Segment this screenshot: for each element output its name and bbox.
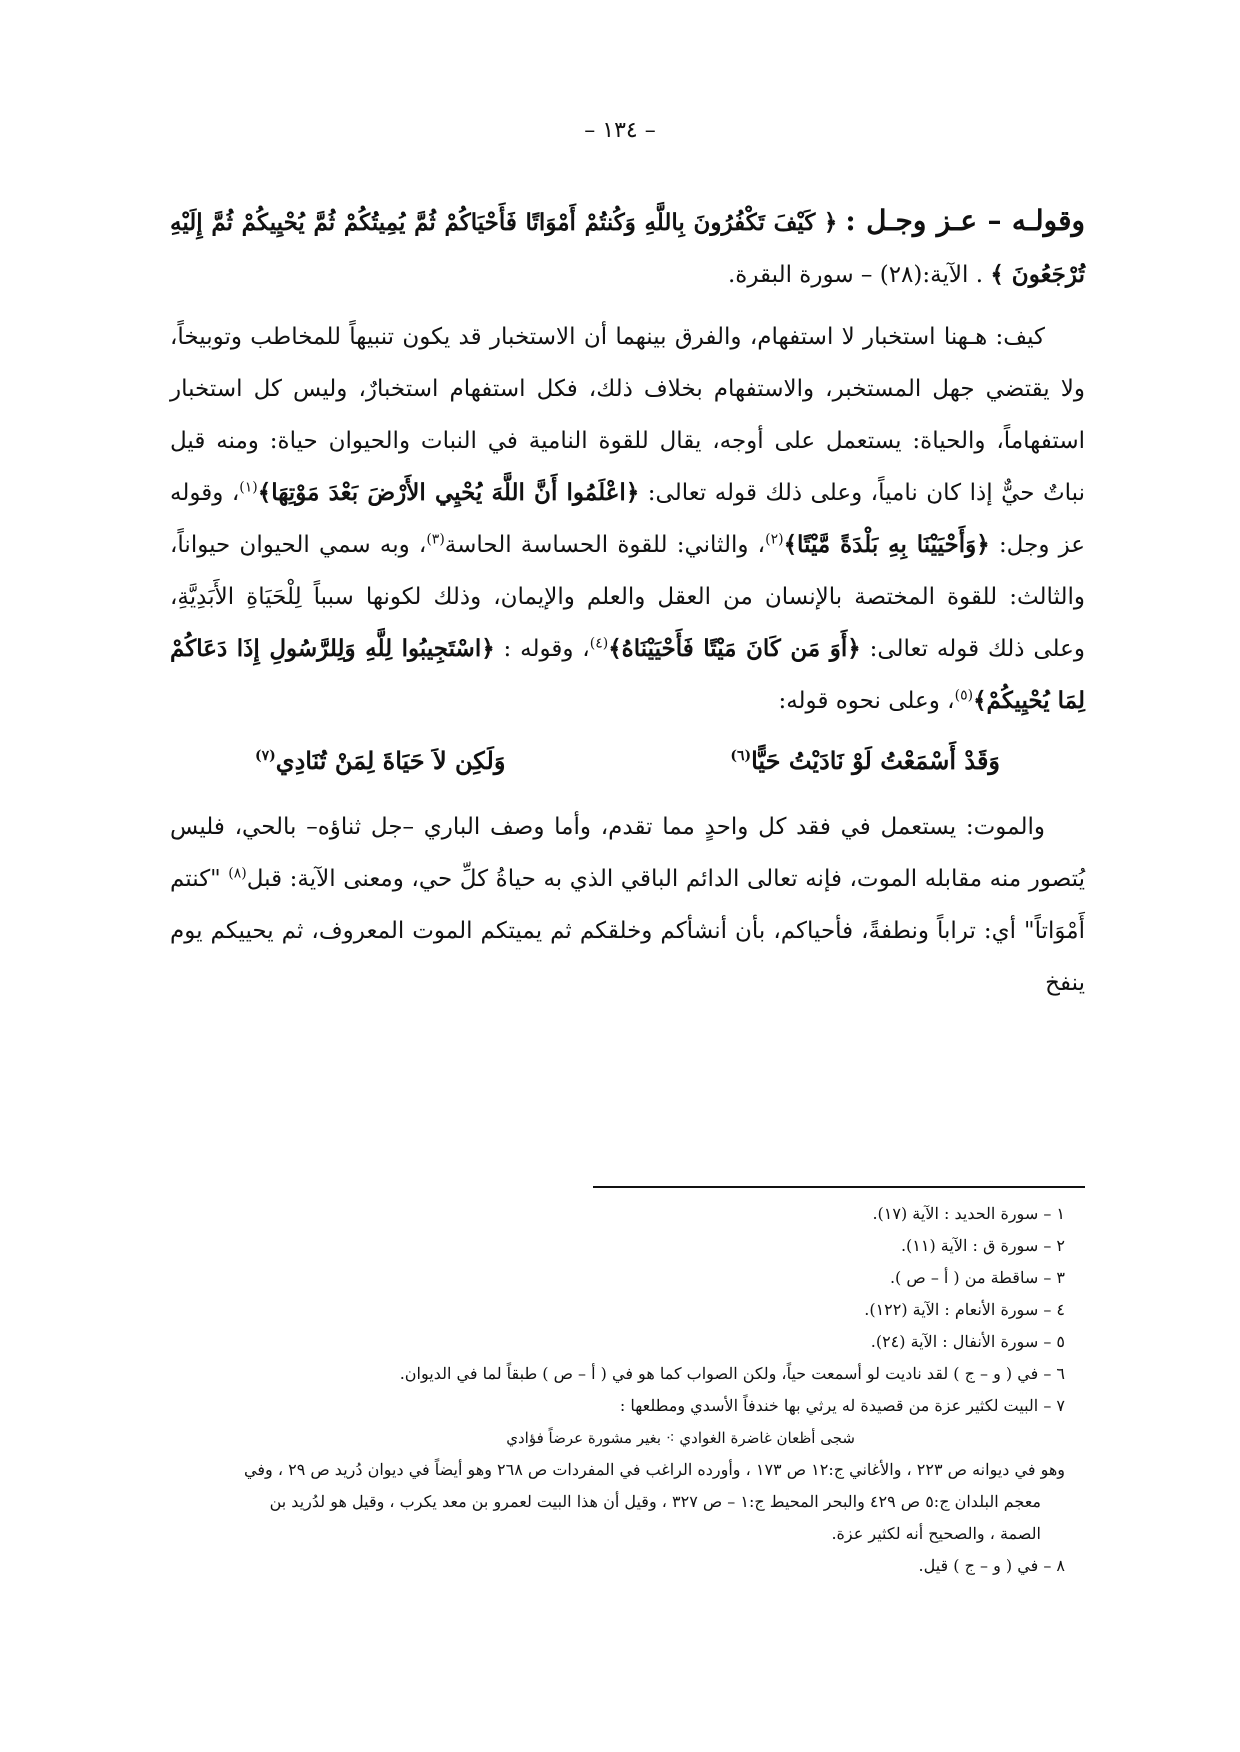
footnote-ref: (١): [239, 479, 258, 496]
page-number: – ١٣٤ –: [584, 118, 656, 143]
footnote-ref: (٧): [255, 748, 276, 764]
footnote: ٧ – البيت لكثير عزة من قصيدة له يرثي بها خندفاً الأسدي ومطلعها :: [619, 1396, 1065, 1415]
footnote-ref: (٤): [589, 635, 609, 652]
quran-verse: ﴿اعْلَمُوا أَنَّ اللَّهَ يُحْيِي الأَرْضَ بَعْدَ مَوْتِهَا﴾: [257, 479, 640, 506]
quran-verse: ﴿ كَيْفَ تَكْفُرُونَ بِاللَّهِ وَكُنتُمْ أَمْوَاتًا فَأَحْيَاكُمْ ثُمَّ يُمِيتُكُمْ ثُمَّ يُحْيِيكُمْ ثُمَّ إِلَيْهِ تُرْجَعُونَ ﴾: [170, 209, 1085, 288]
heading-paragraph: [170, 195, 1085, 301]
footnote: ٢ – سورة ق : الآية (١١).: [900, 1236, 1065, 1255]
main-body: [170, 195, 1085, 1009]
footnote: وهو في ديوانه ص ٢٢٣ ، والأغاني ج:١٢ ص ١٧٣ ، وأورده الراغب في المفردات ص ٢٦٨ وهو أيضاً في ديوان دُريد ص ٢٩ ، وفي: [244, 1460, 1065, 1479]
quran-verse: ﴿اسْتَجِيبُوا لِلَّهِ وَلِلرَّسُولِ إِذَا دَعَاكُمْ لِمَا يُحْيِيكُمْ﴾: [170, 635, 1085, 714]
footnote: ٨ – في ( و – ج ) قيل.: [918, 1556, 1065, 1575]
footnote: ٤ – سورة الأنعام : الآية (١٢٢).: [864, 1300, 1065, 1319]
footnote-ref: (٦): [730, 748, 752, 764]
quran-verse: ﴿أَوَ مَن كَانَ مَيْتًا فَأَحْيَيْنَاهُ﴾: [608, 635, 861, 662]
footnote-verse: شجى أظعان غاضرة الغوادي ⁖ بغير مشورة عرضاً فؤادي: [506, 1429, 855, 1447]
footnote-ref: (٥): [954, 687, 974, 704]
poetry-verse: [170, 727, 1085, 801]
verse-hemistich-2: وَلَكِن لاَ حَيَاةَ لِمَنْ تُنَادِي$^{(٧)}$: [255, 746, 506, 775]
footnote: ٣ – ساقطة من ( أ – ص ).: [889, 1268, 1065, 1287]
quran-verse: ﴿وَأَحْيَيْنَا بِهِ بَلْدَةً مَّيْتًا﴾: [783, 531, 990, 558]
footnotes: [150, 1198, 1065, 1582]
footnote-ref: (٣): [426, 531, 445, 548]
footnote-divider: [593, 1186, 1085, 1188]
verse-hemistich-1: وَقَدْ أَسْمَعْتُ لَوْ نَادَيْتُ حَيًّا$^{(٦)}$: [730, 746, 1000, 775]
footnote-ref: (٢): [765, 531, 784, 548]
footnote: معجم البلدان ج:٥ ص ٤٢٩ والبحر المحيط ج:١ – ص ٣٢٧ ، وقيل أن هذا البيت لعمرو بن معد يكرب ، وقيل هو لدُريد بن: [269, 1492, 1041, 1511]
paragraph: والموت: يستعمل في فقد كل واحدٍ مما تقدم، وأما وصف الباري –جل ثناؤه– بالحي، فليس يُتصور منه مقابله الموت، فإنه تعالى الدائم الباقي الذي به حياةُ كلِّ حي، ومعنى الآية: قبل$^{(٨)}$ "كنتم أَمْوَاتاً" أي: تراباً ونطفةً، فأحياكم، بأن أنشأكم وخلقكم ثم يميتكم الموت المعروف، ثم يحييكم يوم ينفخ: [170, 814, 1085, 996]
footnote: ٥ – سورة الأنفال : الآية (٢٤).: [870, 1332, 1065, 1351]
footnote: الصمة ، والصحيح أنه لكثير عزة.: [831, 1524, 1041, 1543]
heading-intro: وقولـه – عـز وجـل :: [845, 204, 1086, 237]
footnote: ١ – سورة الحديد : الآية (١٧).: [872, 1204, 1065, 1223]
paragraph: كيف: هـهنا استخبار لا استفهام، والفرق بينهما أن الاستخبار قد يكون تنبيهاً للمخاطب وتوبيخاً، ولا يقتضي جهل المستخبر، والاستفهام بخلاف ذلك، فكل استفهام استخبارٌ، وليس كل استخبار استفهاماً، والحياة: يستعمل على أوجه، يقال للقوة النامية في النبات والحيوان حياة: ومنه قيل نباتٌ حيٌّ إذا كان نامياً، وعلى ذلك قوله تعالى: ﴿اعْلَمُوا أَنَّ اللَّهَ يُحْيِي الأَرْضَ بَعْدَ مَوْتِهَا﴾$^{(١)}$، وقوله عز وجل: ﴿وَأَحْيَيْنَا بِهِ بَلْدَةً مَّيْتًا﴾$^{(٢)}$، والثاني: للقوة الحساسة الحاسة$^{(٣)}$، وبه سمي الحيوان حيواناً، والثالث: للقوة المختصة بالإنسان من العقل والعلم والإيمان، وذلك لكونها سبباً لِلْحَيَاةِ الأَبَدِيَّةِ، وعلى ذلك قوله تعالى: ﴿أَوَ مَن كَانَ مَيْتًا فَأَحْيَيْنَاهُ﴾$^{(٤)}$، وقوله : ﴿اسْتَجِيبُوا لِلَّهِ وَلِلرَّسُولِ إِذَا دَعَاكُمْ لِمَا يُحْيِيكُمْ﴾$^{(٥)}$، وعلى نحوه قوله:: [170, 324, 1086, 714]
verse-reference: . الآية:(٢٨) – سورة البقرة.: [727, 262, 984, 288]
footnote-ref: (٨): [228, 865, 247, 882]
footnote: ٦ – في ( و – ج ) لقد ناديت لو أسمعت حياً، ولكن الصواب كما هو في ( أ – ص ) طبقاً لما في الديوان.: [399, 1364, 1065, 1383]
